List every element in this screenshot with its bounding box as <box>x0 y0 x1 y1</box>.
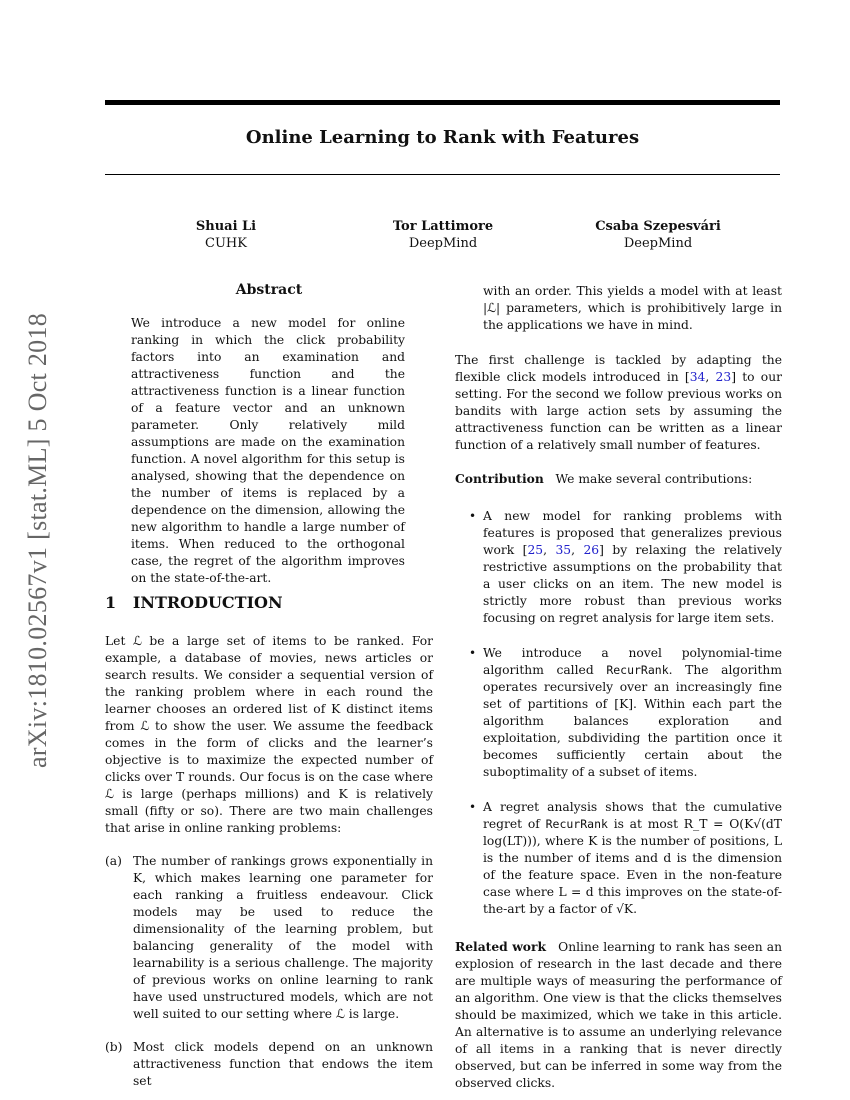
bullet-text: where K is the number of positions, L is the number of items and d is the dimension of the feature space. Even in the non-feature case where L = d this improves on the state-of-the-art by a factor of √K. <box>483 834 782 916</box>
para-text: ] to our setting. For the second we follow previous works on bandits with large action sets by assuming the attractiveness function can be written as a linear function of a relatively small number of features. <box>455 370 783 452</box>
contribution-paragraph <box>455 470 782 488</box>
section-heading: 1 INTRODUCTION <box>105 593 283 612</box>
algorithm-name: RecurRank <box>606 663 669 677</box>
contribution-bullet-3 <box>455 799 782 918</box>
para-text: We make several contributions: <box>555 472 753 486</box>
author-name: Shuai Li <box>195 219 257 234</box>
list-text: Most click models depend on an unknown attractiveness function that endows the item set <box>133 1040 433 1088</box>
author-affiliation: CUHK <box>205 236 247 251</box>
abstract-heading: Abstract <box>235 282 303 298</box>
citation-link[interactable]: 23 <box>715 370 732 384</box>
author-name: Tor Lattimore <box>392 219 494 234</box>
arxiv-stamp: arXiv:1810.02567v1 [stat.ML] 5 Oct 2018 <box>23 312 52 768</box>
bullet-text: We introduce a novel polynomial-time algorithm called <box>483 646 782 677</box>
contribution-bullet-2 <box>455 645 782 781</box>
regret-bound: is at most R_T = O(K√(dT log(LT))), <box>483 817 782 848</box>
bullet-text: . The algorithm operates recursively over an increasingly fine set of partitions of [K]. Within each part the algorithm balances exploration and exploitation, subdividing the partition once it becomes sufficiently certain about the suboptimality of a subset of items. <box>483 663 782 779</box>
title-bottom-rule <box>105 174 780 175</box>
author-1 <box>126 218 326 252</box>
citation-separator: , <box>543 543 556 557</box>
title-top-rule <box>105 100 780 105</box>
para-text: The first challenge is tackled by adapting the flexible click models introduced in [ <box>455 353 782 384</box>
abstract-text: We introduce a new model for online ranking in which the click probability factors into an examination and attractiveness function and the attractiveness function is a linear function of a feature vector and an unknown parameter. Only relatively mild assumptions are made on the examination function. A novel algorithm for this setup is analysed, showing that the dependence on the number of items is replaced by a dependence on the dimension, allowing the new algorithm to handle a large number of items. When reduced to the orthogonal case, the regret of the algorithm improves on the state-of-the-art. <box>131 316 405 585</box>
author-2 <box>343 218 543 252</box>
citation-separator: , <box>571 543 584 557</box>
paragraph-title: Contribution <box>455 471 544 486</box>
related-work-paragraph <box>455 938 782 1092</box>
contribution-bullet-1 <box>455 508 782 627</box>
author-3 <box>558 218 758 252</box>
bullet-text: A regret analysis shows that the cumulative regret of <box>483 800 782 831</box>
bullet-icon: • <box>469 646 477 660</box>
intro-paragraph: Let ℒ be a large set of items to be ranked. For example, a database of movies, news articles or search results. We consider a sequential version of the ranking problem where in each round the learner chooses an ordered list of K distinct items from ℒ to show the user. We assume the feedback comes in the form of clicks and the learner’s objective is to maximize the expected number of clicks over T rounds. Our focus is on the case where ℒ is large (perhaps millions) and K is relatively small (fifty or so). There are two main challenges that arise in online ranking problems: <box>105 634 433 835</box>
paragraph-title: Related work <box>455 939 546 954</box>
citation-link[interactable]: 26 <box>583 543 600 557</box>
challenge-paragraph <box>455 352 782 454</box>
paper-title: Online Learning to Rank with Features <box>245 127 640 148</box>
author-affiliation: DeepMind <box>623 236 693 251</box>
introduction-section <box>105 594 433 1090</box>
para-text: Online learning to rank has seen an explosion of research in the last decade and there are multiple ways of measuring the performance of an algorithm. One view is that the clicks themselves should be maximized, which we take in this article. An alternative is to assume an underlying relevance of all items in a ranking that is never directly observed, but can be inferred in some way from the observed clicks. <box>455 940 782 1090</box>
citation-link[interactable]: 34 <box>689 370 706 384</box>
bullet-text: ] by relaxing the relatively restrictive assumptions on the probability that a user clicks on an item. The new model is strictly more robust than previous works focusing on regret analysis for large item sets. <box>483 543 782 625</box>
list-label: (a) <box>105 854 122 868</box>
bullet-text: A new model for ranking problems with features is proposed that generalizes previous work [ <box>483 509 782 557</box>
bullet-icon: • <box>469 509 477 523</box>
list-item-b <box>105 1039 433 1090</box>
list-label: (b) <box>105 1040 123 1054</box>
citation-separator: , <box>705 370 716 384</box>
citation-link[interactable]: 35 <box>555 543 572 557</box>
bullet-icon: • <box>469 800 477 814</box>
abstract-section <box>105 282 433 587</box>
list-item-a <box>105 853 433 1023</box>
list-text: The number of rankings grows exponentially in K, which makes learning one parameter for each ranking a fruitless endeavour. Click models may be used to reduce the dimensionality of the learning problem, but balancing generality of the model with learnability is a serious challenge. The majority of previous works on online learning to rank have used unstructured models, which are not well suited to our setting where ℒ is large. <box>133 854 433 1021</box>
citation-link[interactable]: 25 <box>527 543 544 557</box>
list-item-b-continued: with an order. This yields a model with at least |ℒ| parameters, which is prohibitively large in the applications we have in mind. <box>483 284 782 332</box>
author-affiliation: DeepMind <box>408 236 478 251</box>
author-name: Csaba Szepesvári <box>595 219 721 234</box>
algorithm-name: RecurRank <box>545 817 608 831</box>
right-column <box>455 283 782 1092</box>
